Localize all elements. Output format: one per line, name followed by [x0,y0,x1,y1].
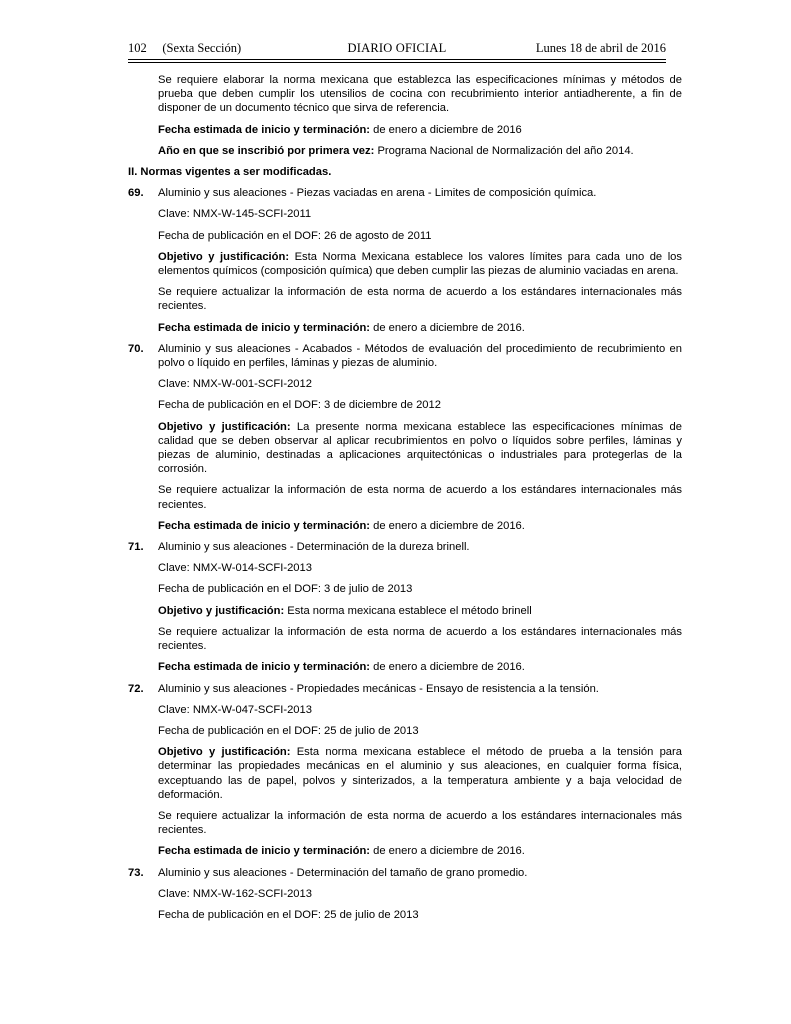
intro-paragraph: Se requiere elaborar la norma mexicana que establezca las especificaciones mínimas y métodos de prueba que deben cumplir los utensilios de cocina con recubrimiento interior antiadherente, a fin de disponer de un documento técnico que sirva de referencia. [158,74,682,115]
item-objetivo [158,604,682,618]
item-objetivo-label: Objetivo y justificación: [158,250,290,263]
item-clave: Clave: NMX-W-162-SCFI-2013 [158,887,312,900]
item-fecha-label: Fecha estimada de inicio y terminación: [158,845,371,858]
item-fecha-estimada [158,660,682,674]
header-date: Lunes 18 de abril de 2016 [535,41,666,55]
item-fecha-label: Fecha estimada de inicio y terminación: [158,661,371,674]
item-objetivo-text: Esta norma mexicana establece el método de prueba a la tensión para determinar las propiedades mecánicas en el aluminio y sus aleaciones, en cualquier forma física, exceptuando las de papel, polvos y sinterizados, a la temperatura ambiente y a baja velocidad de deformación. [158,746,682,801]
item-objetivo-text: Esta Norma Mexicana establece los valores límites para cada uno de los elementos químicos (composición química) que deben cumplir las piezas de aluminio vaciadas en arena. [158,250,682,278]
intro-anio-value: Programa Nacional de Normalización del año 2014. [374,144,634,157]
item-number: 73. [128,866,144,879]
item-title: Aluminio y sus aleaciones - Determinación de la dureza brinell. [158,541,470,554]
intro-anio [158,144,682,158]
item-fecha-estimada [158,519,682,533]
item-clave: Clave: NMX-W-047-SCFI-2013 [158,703,312,716]
intro-anio-label: Año en que se inscribió por primera vez: [158,144,375,157]
item-objetivo-label: Objetivo y justificación: [158,420,291,433]
intro-fecha-value: de enero a diciembre de 2016 [370,123,522,136]
norm-item-71-title [128,540,682,554]
item-objetivo-text: La presente norma mexicana establece las especificaciones mínimas de calidad que se deben observar al aplicar recubrimientos en polvo o líquidos sobre perfiles, láminas y piezas de aluminio, destinadas a aplicaciones arquitectónicas o industriales para protegerlas de la corrosión. [158,420,682,476]
item-fecha-publicacion: Fecha de publicación en el DOF: 25 de julio de 2013 [158,724,419,737]
item-title: Aluminio y sus aleaciones - Piezas vaciadas en arena - Limites de composición química. [158,187,597,200]
item-fecha-estimada [158,844,682,858]
item-clave: Clave: NMX-W-145-SCFI-2011 [158,208,312,221]
header-page-section: 102 (Sexta Sección) [128,41,242,55]
page-header [128,41,666,61]
item-fecha-label: Fecha estimada de inicio y terminación: [158,519,371,532]
item-fecha-publicacion: Fecha de publicación en el DOF: 3 de julio de 2013 [158,583,413,596]
item-objetivo-label: Objetivo y justificación: [158,604,285,617]
item-objetivo-text: Esta norma mexicana establece el método brinell [284,604,532,617]
item-title: Aluminio y sus aleaciones - Propiedades mecánicas - Ensayo de resistencia a la tensión. [158,682,599,695]
section-title: II. Normas vigentes a ser modificadas. [128,166,332,179]
item-title: Aluminio y sus aleaciones - Acabados - Métodos de evaluación del procedimiento de recubrimiento en polvo o líquido en perfiles, láminas y piezas de aluminio. [158,342,682,370]
item-clave: Clave: NMX-W-001-SCFI-2012 [158,378,312,391]
intro-fecha-label: Fecha estimada de inicio y terminación: [158,123,371,136]
item-title: Aluminio y sus aleaciones - Determinación del tamaño de grano promedio. [158,866,528,879]
norm-item-69-title [128,186,682,200]
item-number: 70. [128,342,144,355]
document-body [128,73,682,929]
item-update-note: Se requiere actualizar la información de esta norma de acuerdo a los estándares internacionales más recientes. [158,286,682,313]
item-update-note: Se requiere actualizar la información de esta norma de acuerdo a los estándares internacionales más recientes. [158,484,682,511]
item-number: 69. [128,187,144,200]
item-fecha-publicacion: Fecha de publicación en el DOF: 25 de julio de 2013 [158,908,419,921]
norm-item-70-title [128,342,682,370]
item-clave: Clave: NMX-W-014-SCFI-2013 [158,562,312,575]
item-objetivo [158,745,682,802]
item-number: 72. [128,682,144,695]
item-fecha-value: de enero a diciembre de 2016. [370,519,525,532]
item-objetivo [158,420,682,477]
item-fecha-publicacion: Fecha de publicación en el DOF: 3 de diciembre de 2012 [158,399,441,412]
item-fecha-value: de enero a diciembre de 2016. [370,845,525,858]
header-rule-bottom [128,62,666,63]
item-number: 71. [128,541,144,554]
item-update-note: Se requiere actualizar la información de esta norma de acuerdo a los estándares internacionales más recientes. [158,625,682,653]
intro-fecha [158,123,682,137]
item-fecha-publicacion: Fecha de publicación en el DOF: 26 de agosto de 2011 [158,229,432,242]
item-fecha-value: de enero a diciembre de 2016. [370,321,525,334]
item-fecha-value: de enero a diciembre de 2016. [370,661,525,674]
header-publication: DIARIO OFICIAL [347,41,447,55]
item-objetivo [158,250,682,278]
item-fecha-label: Fecha estimada de inicio y terminación: [158,321,371,334]
item-objetivo-label: Objetivo y justificación: [158,746,291,759]
norm-item-73-title [128,866,682,880]
norm-item-72-title [128,682,682,696]
item-update-note: Se requiere actualizar la información de esta norma de acuerdo a los estándares internacionales más recientes. [158,809,682,837]
header-rule-top [128,59,666,60]
item-fecha-estimada [158,321,682,335]
